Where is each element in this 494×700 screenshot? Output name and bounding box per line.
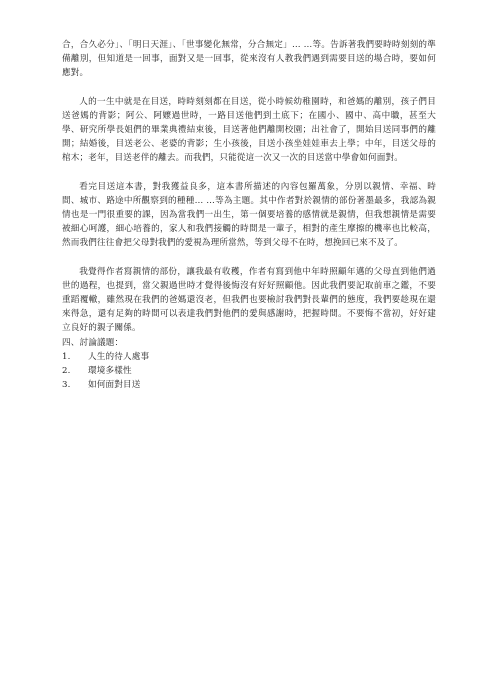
paragraph-gap [62,251,436,265]
discussion-item-text: 人生的待人處事 [88,351,150,362]
discussion-item-number: 1. [62,351,71,362]
discussion-item-number: 2. [62,366,71,377]
discussion-item-number: 3. [62,380,71,391]
document-body [62,38,436,392]
discussion-item [62,378,436,392]
discussion-item-text: 環境多樣性 [88,366,132,377]
discussion-item [62,364,436,378]
discussion-item [62,350,436,364]
discussion-list [62,350,436,393]
paragraph-2: 人的一生中就是在目送，時時刻刻都在目送，從小時候幼稚園時，和爸媽的離別，孩子們目送爸媽的背影；阿公、阿嬤過世時，一路目送他們到土底下；在國小、國中、高中職，甚至大學、研究所學長姐們的畢業典禮結束後，目送著他們離開校園；出社會了，開始目送同事們的離開；結婚後，目送老公、老婆的背影；生小孩後，目送小孩坐娃娃車去上學；中年，目送父母的棺木；老年，目送老伴的離去。而我們，只能從這一次又一次的目送當中學會如何面對。 [62,96,436,164]
discussion-heading: 四、討論議題： [62,337,124,348]
paragraph-4: 我覺得作者寫親情的部份，讓我最有收穫，作者有寫到他中年時照顧年邁的父母直到他們過世的過程，也提到，當父親過世時才覺得後悔沒有好好照顧他。因此我們要記取前車之鑑，不要重蹈覆轍，雖然現在我們的爸媽還沒老，但我們也要檢討我們對長輩們的態度，我們要趁現在還來得急，還有足夠的時間可以表達我們對他們的愛與感謝時，把握時間。不要悔不當初，好好建立良好的親子關係。 [62,266,436,334]
paragraph-3: 看完目送這本書，對我獲益良多，這本書所描述的內容包羅萬象，分別以親情、幸福、時間、城市、路途中所觀察到的種種… …等為主題。其中作者對於親情的部份著墨最多，我認為親情也是一門很重要的課，因為當我們一出生，第一個要培養的感情就是親情，但我想親情是需要被細心呵護，細心培養的，家人和我們接觸的時間是一輩子，相對的產生摩擦的機率也比較高，然而我們往往會把父母對我們的愛視為理所當然，等到父母不在時，想挽回已來不及了。 [62,181,436,249]
discussion-item-text: 如何面對目送 [88,380,141,391]
paragraph-1: 合，合久必分」、「明日天涯」、「世事變化無常，分合無定」… …等。告訴著我們要時時刻刻的準備離別，但知道是一回事，面對又是一回事，從來沒有人教我們遇到需要目送的場合時，要如何應對。 [62,40,436,79]
paragraph-gap [62,81,436,95]
paragraph-gap [62,166,436,180]
